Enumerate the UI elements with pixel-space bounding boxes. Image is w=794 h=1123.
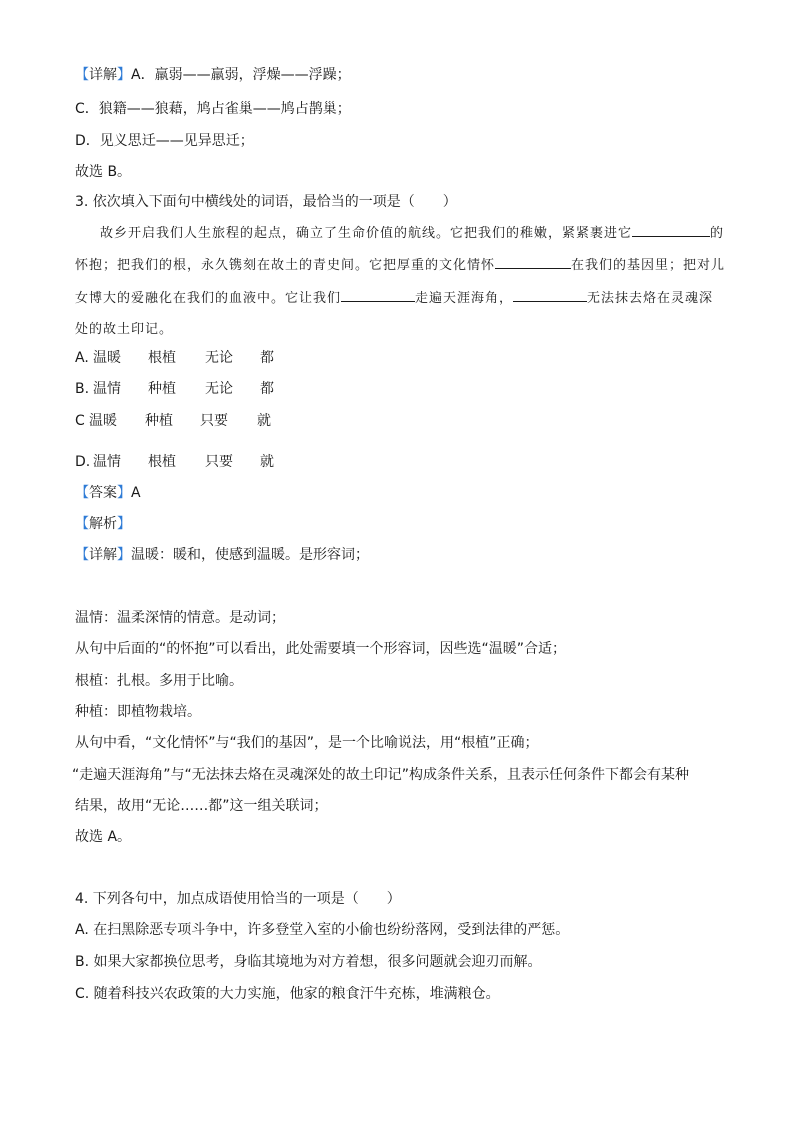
detail-tag: 详解 [89, 547, 117, 563]
fill-blank-4 [513, 289, 587, 302]
q4-stem: 4. 下列各句中，加点成语使用恰当的一项是（ ） [75, 891, 401, 907]
answer-tag: 答案 [89, 485, 117, 501]
passage-text: 故乡开启我们人生旅程的起点，确立了生命价值的航线。它把我们的稚嫩，紧紧裹进它 [100, 226, 633, 241]
analysis-bracket-open: 【 [75, 516, 89, 532]
option-label: C [75, 413, 85, 429]
detail-text: 温暖：暖和，使感到温暖。是形容词； [131, 547, 369, 563]
q3-answer [75, 484, 141, 502]
option-word-3: 无论 [205, 381, 233, 397]
answer-value: A [131, 485, 141, 501]
option-word-4: 就 [257, 413, 271, 429]
fill-blank-3 [341, 289, 415, 302]
q3-passage-line-1 [100, 224, 724, 243]
option-word-1: 温情 [93, 381, 121, 397]
detail-bracket-close: 】 [117, 67, 131, 83]
option-word-3: 只要 [205, 454, 233, 470]
q4-option-c: C. 随着科技兴农政策的大力实施，他家的粮食汗牛充栋，堆满粮仓。 [75, 986, 500, 1002]
q2-detail-line-2: C．狼籍——狼藉，鸠占雀巢——鸠占鹊巢； [75, 101, 351, 117]
detail-bracket-open: 【 [75, 67, 89, 83]
analysis-bracket-close: 】 [117, 516, 131, 532]
q3-detail-line-3: 从句中后面的“的怀抱”可以看出，此处需要填一个形容词，因些选“温暖”合适； [75, 641, 567, 657]
q3-detail-line-5: 种植：即植物栽培。 [75, 704, 201, 720]
detail-bracket-open: 【 [75, 547, 89, 563]
option-word-1: 温情 [93, 454, 121, 470]
q3-stem: 3. 依次填入下面句中横线处的词语，最恰当的一项是（ ） [75, 194, 457, 210]
option-word-3: 只要 [200, 413, 228, 429]
option-word-3: 无论 [205, 350, 233, 366]
option-word-1: 温暖 [93, 350, 121, 366]
passage-text: 女博大的爱融化在我们的血液中。它让我们 [75, 291, 342, 306]
fill-blank-1 [632, 224, 710, 237]
q3-passage-line-2 [75, 256, 725, 275]
q2-detail-line-4: 故选 B。 [75, 164, 132, 180]
q2-detail-line-1 [75, 66, 351, 84]
option-word-2: 种植 [148, 381, 176, 397]
q3-option-d [75, 453, 395, 471]
q3-passage-line-3 [75, 289, 713, 308]
detail-bracket-close: 】 [117, 547, 131, 563]
q3-detail-line-6: 从句中看，“文化情怀”与“我们的基因”，是一个比喻说法，用“根植”正确； [75, 735, 539, 751]
option-word-1: 温暖 [89, 413, 117, 429]
option-label: D. [75, 454, 91, 470]
option-word-2: 根植 [148, 454, 176, 470]
q3-detail-line-8: 结果，故用“无论……都”这一组关联词； [75, 798, 328, 814]
q3-option-c [75, 412, 395, 430]
passage-text: 的 [710, 226, 725, 241]
option-word-4: 都 [260, 350, 274, 366]
option-word-2: 根植 [148, 350, 176, 366]
q4-option-a: A. 在扫黑除恶专项斗争中，许多登堂入室的小偷也纷纷落网，受到法律的严惩。 [75, 922, 570, 938]
detail-text: A．羸弱——羸弱，浮燥——浮躁； [131, 67, 351, 83]
answer-bracket-close: 】 [117, 485, 131, 501]
q3-option-b [75, 380, 395, 398]
option-word-4: 都 [260, 381, 274, 397]
analysis-tag: 解析 [89, 516, 117, 532]
fill-blank-2 [495, 256, 571, 269]
option-label: A. [75, 350, 89, 366]
q4-option-b: B. 如果大家都换位思考，身临其境地为对方着想，很多问题就会迎刃而解。 [75, 954, 542, 970]
q3-detail-line-7: “走遍天涯海角”与“无法抹去烙在灵魂深处的故土印记”构成条件关系，且表示任何条件下都会有某种 [72, 767, 690, 783]
option-label: B. [75, 381, 90, 397]
option-word-2: 种植 [145, 413, 173, 429]
q3-option-a [75, 349, 395, 367]
q2-detail-line-3: D．见义思迁——见异思迁； [75, 133, 254, 149]
q3-detail-line-1 [75, 546, 369, 564]
q3-passage-line-4: 处的故土印记。 [75, 322, 174, 337]
passage-text: 怀抱；把我们的根，永久镌刻在故土的青史间。它把厚重的文化情怀 [75, 258, 496, 273]
passage-text: 无法抹去烙在灵魂深 [587, 291, 714, 306]
passage-text: 在我们的基因里；把对儿 [571, 258, 726, 273]
passage-text: 走遍天涯海角， [415, 291, 514, 306]
option-word-4: 就 [260, 454, 274, 470]
q3-detail-line-4: 根植：扎根。多用于比喻。 [75, 673, 243, 689]
q3-detail-line-9: 故选 A。 [75, 829, 132, 845]
q3-analysis [75, 515, 131, 533]
q3-detail-line-2: 温情：温柔深情的情意。是动词； [75, 610, 285, 626]
detail-tag: 详解 [89, 67, 117, 83]
answer-bracket-open: 【 [75, 485, 89, 501]
